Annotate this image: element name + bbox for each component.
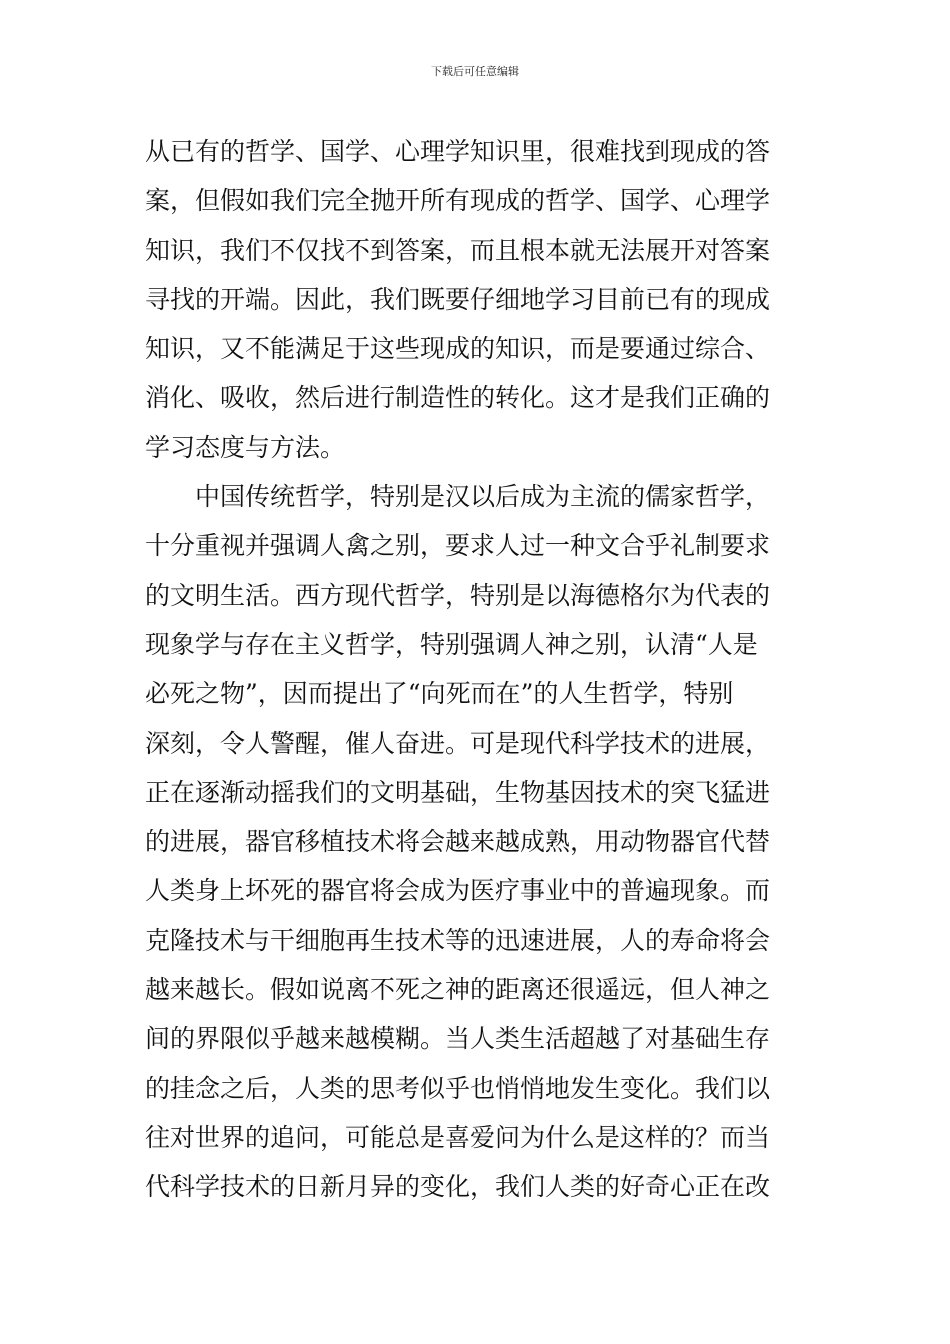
- text-line: 现象学与存在主义哲学，特别强调人神之别，认清“人是: [145, 629, 758, 659]
- text-line: 十分重视并强调人禽之别，要求人过一种文合乎礼制要求: [145, 531, 771, 561]
- text-line: 深刻，令人警醒，催人奋进。可是现代科学技术的进展，: [145, 728, 771, 758]
- text-line: 正在逐渐动摇我们的文明基础，生物基因技术的突飞猛进: [145, 777, 771, 807]
- text-line: 知识，又不能满足于这些现成的知识，而是要通过综合、: [145, 334, 771, 364]
- document-body: [145, 127, 817, 1212]
- text-line: 克隆技术与干细胞再生技术等的迅速进展，人的寿命将会: [145, 925, 771, 955]
- paragraph-1: [145, 127, 817, 472]
- text-line: 寻找的开端。因此，我们既要仔细地学习目前已有的现成: [145, 284, 771, 314]
- page-header: 下载后可任意编辑: [431, 65, 519, 78]
- text-line: 案，但假如我们完全抛开所有现成的哲学、国学、心理学: [145, 186, 771, 216]
- text-line: 往对世界的追问，可能总是喜爱问为什么是这样的？而当: [145, 1122, 771, 1152]
- text-line: 间的界限似乎越来越模糊。当人类生活超越了对基础生存: [145, 1024, 771, 1054]
- text-line: 必死之物”，因而提出了“向死而在”的人生哲学，特别: [145, 679, 734, 709]
- text-line: 中国传统哲学，特别是汉以后成为主流的儒家哲学，: [195, 482, 771, 512]
- text-line: 越来越长。假如说离不死之神的距离还很遥远，但人神之: [145, 975, 771, 1005]
- text-line: 代科学技术的日新月异的变化，我们人类的好奇心正在改: [145, 1172, 771, 1202]
- text-line: 消化、吸收，然后进行制造性的转化。这才是我们正确的: [145, 383, 771, 413]
- text-line: 人类身上坏死的器官将会成为医疗事业中的普遍现象。而: [145, 876, 771, 906]
- text-line: 的文明生活。西方现代哲学，特别是以海德格尔为代表的: [145, 580, 771, 610]
- text-line: 学习态度与方法。: [145, 432, 346, 462]
- paragraph-2: [145, 472, 817, 1211]
- text-line: 从已有的哲学、国学、心理学知识里，很难找到现成的答: [145, 137, 771, 166]
- text-line: 的进展，器官移植技术将会越来越成熟，用动物器官代替: [145, 827, 771, 857]
- text-line: 知识，我们不仅找不到答案，而且根本就无法展开对答案: [145, 235, 771, 265]
- text-line: 的挂念之后，人类的思考似乎也悄悄地发生变化。我们以: [145, 1073, 771, 1103]
